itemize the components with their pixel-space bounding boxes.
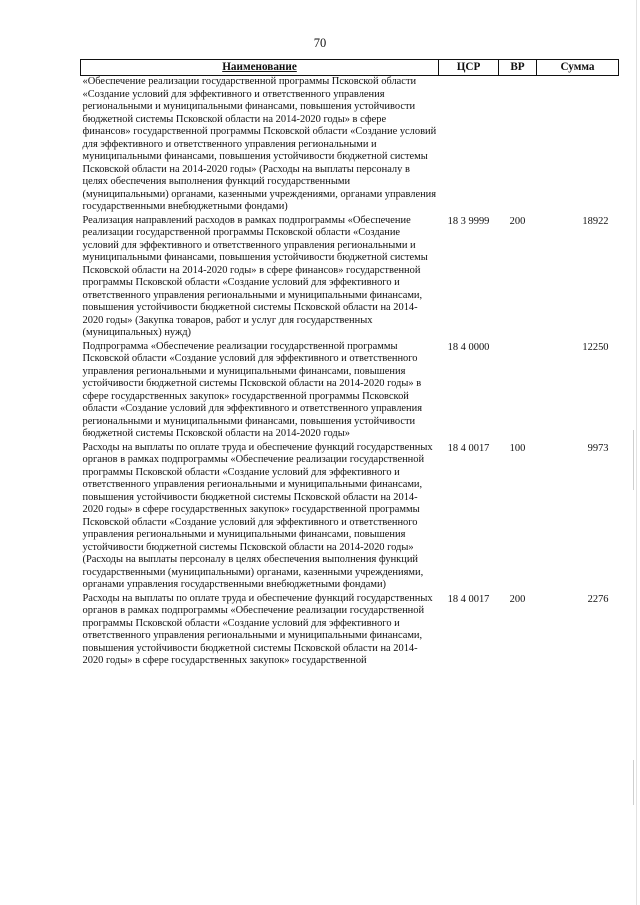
row-csr: [439, 76, 499, 215]
row-csr: 18 4 0017: [447, 442, 490, 454]
row-name: «Обеспечение реализации государственной программы Псковской области «Создание условий для эффективного и ответственного управления региональными и муниципальными финансами, повышения устойчивости бюджетной системы Псковской области на 2014-2020 годы» в сфере финансов» государственной программы Псковской области «Создание условий для эффективного и ответственного управления региональными и муниципальными финансами, повышения устойчивости бюджетной системы Псковской области на 2014-2020 годы» (Расходы на выплаты персоналу в целях обеспечения выполнения функций государственными (муниципальными) органами, казенными учреждениями, органами управления государственными внебюджетными фондами): [82, 76, 437, 212]
row-vr: 100: [509, 442, 526, 454]
table-row: [81, 341, 619, 442]
header-vr: ВР: [499, 60, 537, 76]
row-sum: 2276: [587, 593, 609, 605]
scan-edge-line: [636, 0, 637, 905]
row-csr: 18 4 0017: [447, 593, 490, 605]
page-number: 70: [313, 36, 327, 50]
row-sum: 18922: [582, 215, 609, 227]
row-name: Подпрограмма «Обеспечение реализации государственной программы Псковской области «Создание условий для эффективного и ответственного управления региональными и муниципальными финансами, повышения устойчивости бюджетной системы Псковской области на 2014-2020 годы» в сфере государственных закупок» государственной программы Псковской области «Создание условий для эффективного и ответственного управления региональными и муниципальными финансами, повышения устойчивости бюджетной системы Псковской области на 2014-2020 годы»: [82, 340, 423, 439]
table-header-row: [81, 60, 619, 76]
scan-mark: [633, 430, 634, 490]
row-vr: [499, 341, 537, 442]
row-csr: 18 4 0000: [447, 341, 490, 353]
header-sum: Сумма: [537, 60, 619, 76]
header-csr: ЦСР: [439, 60, 499, 76]
budget-table-container: [80, 59, 618, 884]
row-sum: [537, 76, 619, 215]
row-vr: 200: [509, 215, 526, 227]
row-sum: 9973: [587, 442, 609, 454]
row-name: Расходы на выплаты по оплате труда и обеспечение функций государственных органов в рамках подпрограммы «Обеспечение реализации государственной программы Псковской области «Создание условий для эффективного и ответственного управления региональными и муниципальными финансами, повышения устойчивости бюджетной системы Псковской области на 2014-2020 годы» в сфере государственных закупок» государственной программы Псковской области «Создание условий для эффективного и ответственного управления региональными и муниципальными финансами, повышения устойчивости бюджетной системы Псковской области на 2014-2020 годы» (Расходы на выплаты персоналу в целях обеспечения выполнения функций государственными (муниципальными) органами, казенными учреждениями, органами управления государственными внебюджетными фондами): [82, 441, 433, 590]
header-name: Наименование: [81, 60, 439, 76]
row-name: Реализация направлений расходов в рамках подпрограммы «Обеспечение реализации государственной программы Псковской области «Создание условий для эффективного и ответственного управления региональными и муниципальными финансами, повышения устойчивости бюджетной системы Псковской области на 2014-2020 годы» в сфере финансов» государственной программы Псковской области «Создание условий для эффективного и ответственного управления региональными и муниципальными финансами, повышения устойчивости бюджетной системы Псковской области на 2014-2020 годы» (Закупка товаров, работ и услуг для государственных (муниципальных) нужд): [82, 214, 428, 338]
row-sum: 12250: [582, 341, 609, 353]
table-row: [81, 442, 619, 593]
budget-table: [80, 59, 619, 669]
row-csr: 18 3 9999: [447, 215, 490, 227]
table-row: [81, 76, 619, 215]
row-vr: 200: [509, 593, 526, 605]
scan-mark: [633, 760, 634, 805]
row-vr: [499, 76, 537, 215]
table-row: [81, 215, 619, 341]
row-name: Расходы на выплаты по оплате труда и обеспечение функций государственных органов в рамках подпрограммы «Обеспечение реализации государственной программы Псковской области «Создание условий для эффективного и ответственного управления региональными и муниципальными финансами, повышения устойчивости бюджетной системы Псковской области на 2014-2020 годы» в сфере государственных закупок» государственной: [82, 592, 433, 666]
table-row: [81, 593, 619, 669]
